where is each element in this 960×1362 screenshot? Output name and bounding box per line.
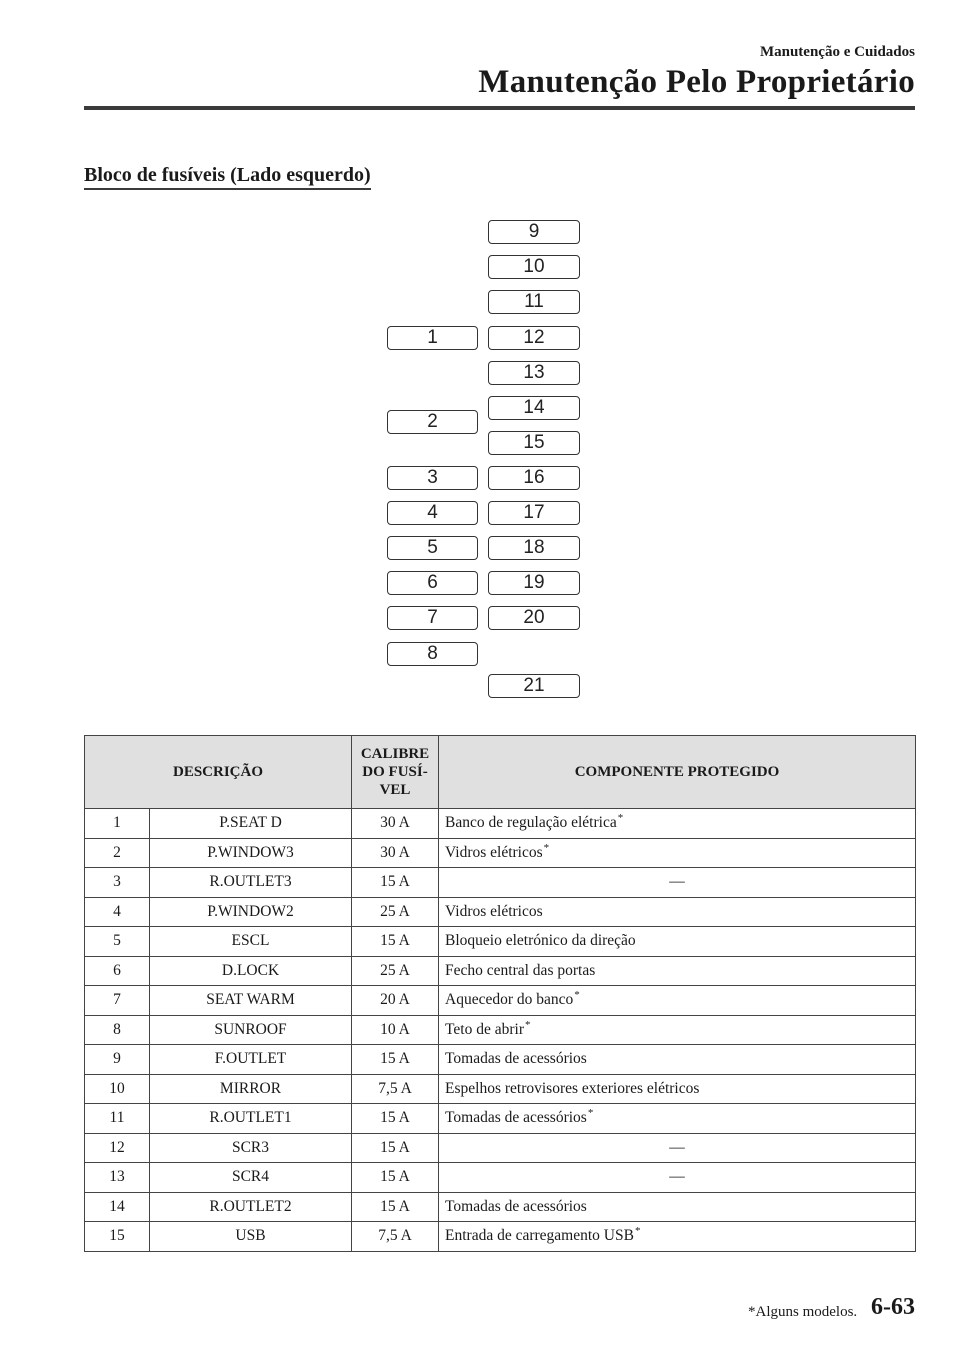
fuse-description-text: SCR4 (231, 1168, 270, 1186)
fuse-number-text: 8 (113, 1020, 121, 1038)
fuse-description (150, 956, 352, 986)
table-body (85, 809, 916, 1252)
table-row (85, 838, 916, 868)
fuse-description-text: SEAT WARM (206, 991, 295, 1009)
header-rule (84, 106, 915, 110)
fuse-number (85, 1104, 150, 1134)
fuse-slot-1: 1 (387, 326, 478, 350)
fuse-slot-21: 21 (488, 674, 580, 698)
protected-component-text: Bloqueio eletrónico da direção (445, 932, 636, 950)
fuse-number (85, 1192, 150, 1222)
fuse-rating (352, 1133, 439, 1163)
protected-component (439, 1015, 916, 1045)
protected-component-text: Teto de abrir (445, 1020, 524, 1038)
fuse-number (85, 838, 150, 868)
fuse-description (150, 897, 352, 927)
fuse-slot-5: 5 (387, 536, 478, 560)
fuse-number-text: 9 (113, 1050, 121, 1068)
header-rating: CALIBRE DO FUSÍ-VEL (352, 736, 439, 809)
fuse-description (150, 1133, 352, 1163)
fuse-number-text: 4 (113, 902, 121, 920)
fuse-rating-text: 15 A (380, 873, 410, 891)
table-row (85, 1222, 916, 1252)
fuse-description (150, 927, 352, 957)
some-models-marker: * (587, 1107, 594, 1120)
fuse-rating-text: 15 A (380, 932, 410, 950)
fuse-slot-19: 19 (488, 571, 580, 595)
table-row (85, 809, 916, 839)
protected-component-text: Tomadas de acessórios (445, 1197, 587, 1215)
protected-component-text: Tomadas de acessórios (445, 1050, 587, 1068)
fuse-number (85, 1222, 150, 1252)
fuse-description-text: P.SEAT D (219, 814, 282, 832)
table-row (85, 1133, 916, 1163)
fuse-number-text: 10 (109, 1079, 125, 1097)
fuse-number-text: 7 (113, 991, 121, 1009)
subsection-title: Bloco de fusíveis (Lado esquerdo) (84, 163, 371, 190)
fuse-rating-text: 7,5 A (378, 1227, 412, 1245)
fuse-slot-2: 2 (387, 410, 478, 434)
table-row (85, 1015, 916, 1045)
protected-component (439, 1074, 916, 1104)
fuse-number-text: 1 (113, 814, 121, 832)
fuse-rating (352, 1163, 439, 1193)
fuse-description (150, 1104, 352, 1134)
fuse-number-text: 14 (109, 1197, 125, 1215)
fuse-slot-8: 8 (387, 642, 478, 666)
fuse-number (85, 986, 150, 1016)
protected-component-text: Aquecedor do banco (445, 991, 574, 1009)
section-label: Manutenção e Cuidados (759, 44, 915, 60)
fuse-description-text: R.OUTLET2 (209, 1197, 292, 1215)
fuse-rating (352, 897, 439, 927)
fuse-description-text: P.WINDOW3 (207, 843, 294, 861)
header-component: COMPONENTE PROTEGIDO (439, 736, 916, 809)
fuse-rating-text: 30 A (380, 814, 410, 832)
protected-component (439, 868, 916, 898)
fuse-description (150, 809, 352, 839)
fuse-rating-text: 15 A (380, 1197, 410, 1215)
fuse-number (85, 1015, 150, 1045)
fuse-rating-text: 15 A (380, 1109, 410, 1127)
fuse-description (150, 1015, 352, 1045)
protected-component-text: Vidros elétricos (445, 843, 543, 861)
fuse-slot-12: 12 (488, 326, 580, 350)
fuse-description-text: P.WINDOW2 (207, 902, 294, 920)
protected-component-text: Vidros elétricos (445, 902, 543, 920)
protected-component-text: Espelhos retrovisores exteriores elétricos (445, 1079, 700, 1097)
protected-component-text: Fecho central das portas (445, 961, 596, 979)
fuse-description (150, 868, 352, 898)
fuse-slot-4: 4 (387, 501, 478, 525)
fuse-slot-15: 15 (488, 431, 580, 455)
table-row (85, 1104, 916, 1134)
some-models-marker: * (617, 812, 624, 825)
fuse-description-text: MIRROR (219, 1079, 282, 1097)
protected-component-text: ― (669, 1138, 685, 1156)
fuse-rating (352, 1104, 439, 1134)
protected-component (439, 1163, 916, 1193)
fuse-rating (352, 927, 439, 957)
footnote: *Alguns modelos. (748, 1304, 858, 1320)
some-models-marker: * (634, 1225, 641, 1238)
fuse-rating (352, 809, 439, 839)
protected-component-text: Entrada de carregamento USB (445, 1227, 634, 1245)
fuse-slot-9: 9 (488, 220, 580, 244)
fuse-number (85, 1045, 150, 1075)
protected-component (439, 986, 916, 1016)
protected-component (439, 897, 916, 927)
some-models-marker: * (574, 989, 580, 1002)
some-models-marker: * (543, 841, 550, 854)
fuse-number-text: 15 (109, 1227, 125, 1245)
fuse-rating (352, 1222, 439, 1252)
protected-component (439, 927, 916, 957)
fuse-number (85, 956, 150, 986)
fuse-slot-7: 7 (387, 606, 478, 630)
fuse-number (85, 1163, 150, 1193)
table-header-row (85, 736, 916, 809)
fuse-rating-text: 15 A (380, 1168, 410, 1186)
fuse-slot-16: 16 (488, 466, 580, 490)
fuse-rating (352, 986, 439, 1016)
fuse-rating (352, 1192, 439, 1222)
fuse-slot-10: 10 (488, 255, 580, 279)
fuse-number-text: 5 (113, 932, 121, 950)
table-row (85, 927, 916, 957)
fuse-number (85, 868, 150, 898)
protected-component-text: ― (669, 873, 685, 891)
fuse-slot-18: 18 (488, 536, 580, 560)
table-row (85, 956, 916, 986)
fuse-rating (352, 1015, 439, 1045)
page-header (84, 42, 915, 102)
protected-component (439, 809, 916, 839)
fuse-description (150, 838, 352, 868)
protected-component-text: Banco de regulação elétrica (445, 814, 617, 832)
fuse-table (84, 735, 916, 1252)
protected-component (439, 956, 916, 986)
fuse-description-text: F.OUTLET (214, 1050, 287, 1068)
fuse-rating-text: 25 A (380, 902, 410, 920)
table-row (85, 868, 916, 898)
protected-component (439, 1133, 916, 1163)
table-row (85, 1045, 916, 1075)
fuse-number-text: 13 (109, 1168, 125, 1186)
fuse-number (85, 1133, 150, 1163)
fuse-rating-text: 15 A (380, 1050, 410, 1068)
protected-component-text: ― (669, 1168, 685, 1186)
fuse-description (150, 986, 352, 1016)
fuse-slot-17: 17 (488, 501, 580, 525)
fuse-number-text: 3 (113, 873, 121, 891)
fuse-rating-text: 15 A (380, 1138, 410, 1156)
fuse-description-text: SUNROOF (214, 1020, 287, 1038)
protected-component-text: Tomadas de acessórios (445, 1109, 587, 1127)
fuse-slot-6: 6 (387, 571, 478, 595)
fuse-rating (352, 1045, 439, 1075)
fuse-description-text: D.LOCK (221, 961, 280, 979)
fuse-rating (352, 868, 439, 898)
fuse-rating-text: 20 A (380, 991, 410, 1009)
fuse-number (85, 1074, 150, 1104)
fuse-slot-11: 11 (488, 290, 580, 314)
fuse-rating-text: 7,5 A (378, 1079, 412, 1097)
fuse-number-text: 2 (113, 843, 121, 861)
fuse-number (85, 809, 150, 839)
fuse-description (150, 1163, 352, 1193)
fuse-slot-20: 20 (488, 606, 580, 630)
fuse-description (150, 1192, 352, 1222)
table-row (85, 1074, 916, 1104)
fuse-description (150, 1074, 352, 1104)
fuse-description (150, 1045, 352, 1075)
fuse-number-text: 6 (113, 961, 121, 979)
page-number: 6-63 (871, 1294, 915, 1320)
fuse-slot-14: 14 (488, 396, 580, 420)
fuse-number-text: 12 (109, 1138, 125, 1156)
table-row (85, 1163, 916, 1193)
fuse-rating (352, 1074, 439, 1104)
fuse-rating-text: 10 A (380, 1020, 410, 1038)
table-row (85, 986, 916, 1016)
fuse-slot-13: 13 (488, 361, 580, 385)
fuse-description-text: ESCL (231, 932, 270, 950)
chapter-title: Manutenção Pelo Proprietário (478, 64, 915, 100)
fuse-rating (352, 838, 439, 868)
protected-component (439, 1045, 916, 1075)
fuse-slot-3: 3 (387, 466, 478, 490)
table-row (85, 1192, 916, 1222)
protected-component (439, 1192, 916, 1222)
some-models-marker: * (524, 1018, 531, 1031)
fuse-description-text: SCR3 (231, 1138, 270, 1156)
protected-component (439, 838, 916, 868)
table-row (85, 897, 916, 927)
header-description: DESCRIÇÃO (85, 736, 352, 809)
fuse-number-text: 11 (109, 1109, 125, 1127)
fuse-rating-text: 30 A (380, 843, 410, 861)
protected-component (439, 1222, 916, 1252)
fuse-description-text: R.OUTLET3 (209, 873, 292, 891)
fuse-description (150, 1222, 352, 1252)
fuse-description-text: R.OUTLET1 (209, 1109, 292, 1127)
fuse-rating-text: 25 A (380, 961, 410, 979)
fuse-description-text: USB (235, 1227, 266, 1245)
fuse-number (85, 927, 150, 957)
fuse-rating (352, 956, 439, 986)
protected-component (439, 1104, 916, 1134)
fuse-number (85, 897, 150, 927)
